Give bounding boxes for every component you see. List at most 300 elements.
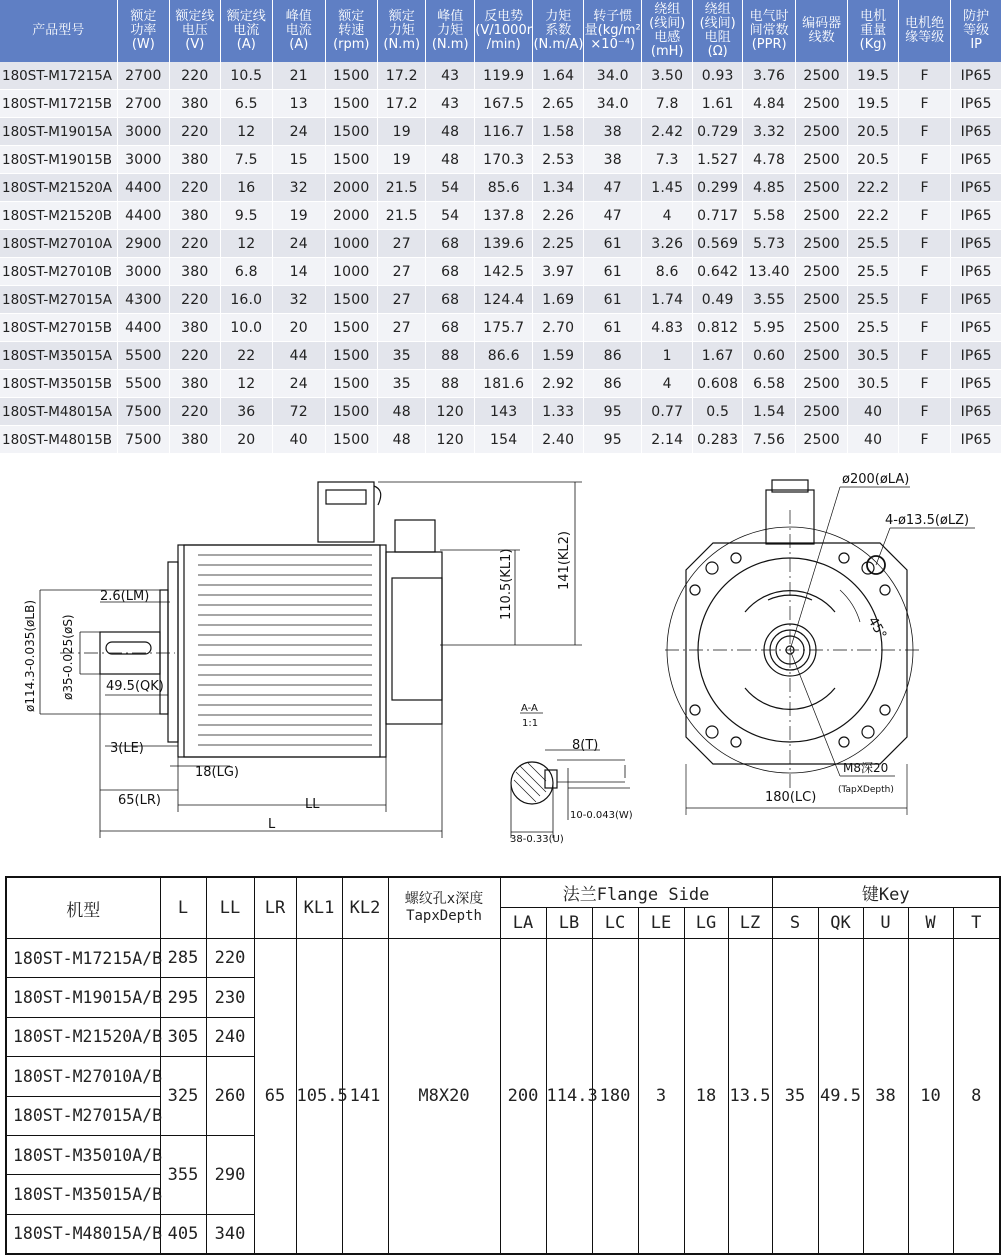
spec-cell: 22.2 [848, 174, 898, 202]
spec-cell: 380 [170, 146, 220, 174]
spec-cell: 0.569 [692, 230, 742, 258]
mount-hole [706, 726, 718, 738]
spec-cell: 3.55 [743, 286, 795, 314]
model-cell: 180ST-M35015B [0, 370, 117, 398]
dim-lb-label: ø114.3-0.035(øLB) [23, 599, 37, 712]
spec-header-cell: 产品型号 [0, 0, 117, 62]
spec-cell: F [898, 146, 950, 174]
spec-header-cell: 电机 重量 (Kg) [848, 0, 898, 62]
lz-cell: 13.5 [728, 939, 772, 1254]
w-cell: 10 [908, 939, 953, 1254]
spec-row [0, 370, 1002, 398]
spec-cell: IP65 [951, 90, 1002, 118]
header-key: 键Key [772, 877, 1000, 908]
tap-cell: M8X20 [388, 939, 500, 1254]
spec-cell: 1.45 [642, 174, 692, 202]
spec-cell: 4.78 [743, 146, 795, 174]
spec-cell: IP65 [951, 398, 1002, 426]
header-key-qk: QK [818, 908, 863, 939]
model-cell: 180ST-M48015A/B [6, 1214, 160, 1253]
spec-cell: 27 [378, 286, 426, 314]
spec-cell: 43 [426, 62, 474, 90]
spec-cell: 25.5 [848, 286, 898, 314]
spec-cell: 48 [378, 398, 426, 426]
spec-cell: 1500 [325, 370, 377, 398]
spec-cell: 1500 [325, 398, 377, 426]
spec-cell: 220 [170, 230, 220, 258]
spec-cell: 47 [583, 174, 642, 202]
spec-cell: 7.3 [642, 146, 692, 174]
spec-cell: 2.65 [533, 90, 583, 118]
model-cell: 180ST-M27010A/B [6, 1057, 160, 1096]
spec-cell: F [898, 90, 950, 118]
header-l: L [160, 877, 206, 939]
spec-cell: 119.9 [474, 62, 533, 90]
spec-cell: 43 [426, 90, 474, 118]
spec-cell: 220 [170, 398, 220, 426]
spec-cell: 38 [583, 118, 642, 146]
tap-label: M8深20 [843, 761, 889, 775]
spec-cell: 0.49 [692, 286, 742, 314]
model-cell: 180ST-M21520A/B [6, 1017, 160, 1056]
side-view [60, 482, 442, 757]
model-cell: 180ST-M35010A/B [6, 1135, 160, 1174]
spec-header-cell: 绕组 (线间) 电感 (mH) [642, 0, 692, 62]
spec-cell: 181.6 [474, 370, 533, 398]
spec-cell: 1.527 [692, 146, 742, 174]
spec-header-cell: 电气时 间常数 (PPR) [743, 0, 795, 62]
model-cell: 180ST-M21520B [0, 202, 117, 230]
spec-cell: 34.0 [583, 62, 642, 90]
spec-header-row [0, 0, 1002, 62]
spec-cell: 19 [378, 118, 426, 146]
spec-table-body [0, 62, 1002, 454]
header-model: 机型 [6, 877, 160, 939]
spec-cell: 61 [583, 258, 642, 286]
spec-cell: 5500 [117, 342, 169, 370]
spec-cell: 3000 [117, 258, 169, 286]
spec-cell: 13 [273, 90, 325, 118]
spec-cell: 1.33 [533, 398, 583, 426]
spec-cell: F [898, 370, 950, 398]
spec-cell: 10.0 [220, 314, 272, 342]
dim-u-label: 38-0.33(U) [510, 834, 564, 845]
spec-cell: 27 [378, 258, 426, 286]
header-ll: LL [206, 877, 254, 939]
l-cell: 405 [160, 1214, 206, 1253]
dim-ll-label: LL [305, 797, 320, 812]
spec-cell: 47 [583, 202, 642, 230]
spec-cell: 137.8 [474, 202, 533, 230]
spec-cell: 3.97 [533, 258, 583, 286]
header-key-u: U [863, 908, 908, 939]
model-cell: 180ST-M48015A [0, 398, 117, 426]
spec-cell: 54 [426, 202, 474, 230]
spec-row [0, 398, 1002, 426]
dim-qk-label: 49.5(QK) [106, 679, 164, 694]
spec-cell: 1.54 [743, 398, 795, 426]
spec-cell: 68 [426, 258, 474, 286]
u-cell: 38 [863, 939, 908, 1254]
spec-cell: 220 [170, 286, 220, 314]
spec-cell: 21 [273, 62, 325, 90]
spec-cell: 3.26 [642, 230, 692, 258]
spec-cell: 2.92 [533, 370, 583, 398]
header-flange: 法兰Flange Side [500, 877, 772, 908]
spec-cell: 86 [583, 370, 642, 398]
l-cell: 325 [160, 1057, 206, 1136]
header-kl1: KL1 [296, 877, 342, 939]
spec-row [0, 202, 1002, 230]
spec-cell: 88 [426, 370, 474, 398]
model-cell: 180ST-M27010A [0, 230, 117, 258]
spec-cell: F [898, 286, 950, 314]
spec-cell: 4 [642, 370, 692, 398]
spec-cell: 2500 [795, 202, 847, 230]
ll-cell: 260 [206, 1057, 254, 1136]
spec-table [0, 0, 1002, 454]
spec-row [0, 118, 1002, 146]
angle-label: 45° [864, 614, 890, 642]
spec-cell: 34.0 [583, 90, 642, 118]
spec-cell: 0.812 [692, 314, 742, 342]
spec-header-cell: 额定线 电流 (A) [220, 0, 272, 62]
spec-cell: 22 [220, 342, 272, 370]
spec-cell: 2000 [325, 202, 377, 230]
flange-pilot [160, 590, 168, 714]
spec-cell: IP65 [951, 426, 1002, 454]
spec-cell: 2500 [795, 286, 847, 314]
spec-cell: 0.608 [692, 370, 742, 398]
spec-cell: 7.8 [642, 90, 692, 118]
spec-cell: 68 [426, 286, 474, 314]
spec-header-cell: 额定 转速 (rpm) [325, 0, 377, 62]
header-flange-la: LA [500, 908, 546, 939]
spec-cell: 40 [273, 426, 325, 454]
spec-cell: 16.0 [220, 286, 272, 314]
model-cell: 180ST-M35015A/B [6, 1175, 160, 1214]
spec-cell: 4400 [117, 202, 169, 230]
spec-cell: 1500 [325, 342, 377, 370]
spec-cell: 25.5 [848, 314, 898, 342]
kl1-cell: 105.5 [296, 939, 342, 1254]
spec-cell: 27 [378, 230, 426, 258]
spec-cell: 20 [273, 314, 325, 342]
header-key-s: S [772, 908, 818, 939]
spec-cell: 116.7 [474, 118, 533, 146]
spec-cell: 38 [583, 146, 642, 174]
encoder-connector [395, 520, 435, 552]
spec-cell: 30.5 [848, 342, 898, 370]
side-dimensions [40, 482, 582, 838]
lc-cell: 180 [592, 939, 638, 1254]
spec-cell: 19 [273, 202, 325, 230]
spec-header-cell: 防护 等级 IP [951, 0, 1002, 62]
spec-cell: 167.5 [474, 90, 533, 118]
spec-cell: 0.60 [743, 342, 795, 370]
spec-cell: 2.14 [642, 426, 692, 454]
cooling-fins [198, 555, 372, 745]
spec-cell: 17.2 [378, 90, 426, 118]
model-cell: 180ST-M17215A [0, 62, 117, 90]
spec-cell: IP65 [951, 202, 1002, 230]
dim-lz-label: 4-ø13.5(øLZ) [885, 513, 970, 528]
header-flange-lc: LC [592, 908, 638, 939]
spec-cell: 36 [220, 398, 272, 426]
lb-cell: 114.3 [546, 939, 592, 1254]
spec-cell: 40 [848, 426, 898, 454]
spec-cell: 139.6 [474, 230, 533, 258]
spec-header-cell: 转子惯 量(kg/m² ×10⁻⁴) [583, 0, 642, 62]
spec-cell: 5.95 [743, 314, 795, 342]
spec-cell: 72 [273, 398, 325, 426]
spec-header-cell: 绕组 (线间) 电阻 (Ω) [692, 0, 742, 62]
ll-cell: 240 [206, 1017, 254, 1056]
spec-cell: 8.6 [642, 258, 692, 286]
model-cell: 180ST-M17215B [0, 90, 117, 118]
spec-cell: 2500 [795, 258, 847, 286]
spec-cell: 1500 [325, 426, 377, 454]
spec-cell: 3.32 [743, 118, 795, 146]
spec-row [0, 90, 1002, 118]
dim-s-label: ø35-0.025(øS) [61, 614, 75, 700]
spec-cell: F [898, 202, 950, 230]
spec-row [0, 258, 1002, 286]
spec-cell: IP65 [951, 286, 1002, 314]
header-key-w: W [908, 908, 953, 939]
spec-cell: 32 [273, 286, 325, 314]
spec-cell: 3.50 [642, 62, 692, 90]
spec-cell: 48 [426, 118, 474, 146]
spec-cell: 6.58 [743, 370, 795, 398]
spec-cell: 27 [378, 314, 426, 342]
spec-cell: 7.5 [220, 146, 272, 174]
header-flange-lb: LB [546, 908, 592, 939]
spec-cell: 2700 [117, 90, 169, 118]
spec-cell: F [898, 118, 950, 146]
spec-cell: 48 [378, 426, 426, 454]
dim-lm-label: 2.6(LM) [100, 589, 150, 604]
spec-cell: 2500 [795, 426, 847, 454]
spec-cell: 154 [474, 426, 533, 454]
spec-cell: 2.40 [533, 426, 583, 454]
spec-cell: 35 [378, 370, 426, 398]
spec-cell: 15 [273, 146, 325, 174]
spec-cell: 2500 [795, 146, 847, 174]
spec-header-cell: 反电势 (V/1000r /min) [474, 0, 533, 62]
spec-cell: 380 [170, 314, 220, 342]
spec-cell: 3.76 [743, 62, 795, 90]
front-view [665, 480, 975, 815]
ll-cell: 340 [206, 1214, 254, 1253]
spec-cell: 1500 [325, 62, 377, 90]
spec-cell: 0.642 [692, 258, 742, 286]
spec-cell: 9.5 [220, 202, 272, 230]
model-cell: 180ST-M21520A [0, 174, 117, 202]
dim-lr-label: 65(LR) [118, 793, 161, 808]
spec-cell: 95 [583, 426, 642, 454]
kl2-cell: 141 [342, 939, 388, 1254]
spec-cell: 0.729 [692, 118, 742, 146]
spec-cell: 6.5 [220, 90, 272, 118]
spec-cell: IP65 [951, 258, 1002, 286]
lg-cell: 18 [684, 939, 728, 1254]
dim-kl2-label: 141(KL2) [557, 531, 572, 590]
header-flange-lz: LZ [728, 908, 772, 939]
spec-cell: IP65 [951, 62, 1002, 90]
spec-cell: 380 [170, 258, 220, 286]
spec-cell: 2500 [795, 370, 847, 398]
spec-row [0, 230, 1002, 258]
spec-cell: 7500 [117, 426, 169, 454]
spec-cell: 2700 [117, 62, 169, 90]
spec-cell: 21.5 [378, 174, 426, 202]
spec-cell: IP65 [951, 342, 1002, 370]
section-title: A-A [521, 703, 538, 714]
spec-header-cell: 编码器 线数 [795, 0, 847, 62]
spec-cell: 25.5 [848, 230, 898, 258]
model-cell: 180ST-M27015B [0, 314, 117, 342]
spec-cell: 1.64 [533, 62, 583, 90]
spec-cell: 2500 [795, 62, 847, 90]
spec-cell: 2500 [795, 174, 847, 202]
spec-cell: 1.61 [692, 90, 742, 118]
spec-cell: 7.56 [743, 426, 795, 454]
dim-le-label: 3(LE) [110, 741, 144, 756]
spec-cell: 12 [220, 118, 272, 146]
l-cell: 355 [160, 1135, 206, 1214]
tap-en-label: (TapXDepth) [838, 785, 894, 795]
spec-cell: 120 [426, 398, 474, 426]
spec-cell: 1500 [325, 118, 377, 146]
spec-header-cell: 力矩 系数 (N.m/A) [533, 0, 583, 62]
qk-cell: 49.5 [818, 939, 863, 1254]
spec-cell: 380 [170, 370, 220, 398]
model-cell: 180ST-M19015B [0, 146, 117, 174]
spec-cell: 220 [170, 62, 220, 90]
spec-cell: 22.2 [848, 202, 898, 230]
spec-cell: F [898, 174, 950, 202]
mount-hole [862, 726, 874, 738]
technical-drawing [0, 450, 1002, 860]
spec-cell: 12 [220, 370, 272, 398]
spec-cell: 25.5 [848, 258, 898, 286]
model-cell: 180ST-M27010B [0, 258, 117, 286]
spec-cell: 2.26 [533, 202, 583, 230]
t-cell: 8 [953, 939, 1000, 1254]
spec-cell: 1.59 [533, 342, 583, 370]
spec-header-cell: 额定 力矩 (N.m) [378, 0, 426, 62]
spec-cell: 17.2 [378, 62, 426, 90]
header-tap: 螺纹孔x深度 TapxDepth [388, 877, 500, 939]
spec-header-cell: 峰值 力矩 (N.m) [426, 0, 474, 62]
model-cell: 180ST-M19015A [0, 118, 117, 146]
spec-cell: 4 [642, 202, 692, 230]
spec-cell: 3000 [117, 118, 169, 146]
dim-w-label: 10-0.043(W) [570, 810, 633, 821]
shaft-key [106, 642, 151, 654]
spec-cell: IP65 [951, 174, 1002, 202]
spec-cell: 0.283 [692, 426, 742, 454]
spec-cell: IP65 [951, 146, 1002, 174]
ll-cell: 230 [206, 978, 254, 1017]
spec-cell: 175.7 [474, 314, 533, 342]
spec-cell: 54 [426, 174, 474, 202]
spec-cell: 4400 [117, 174, 169, 202]
dim-t-label: 8(T) [572, 738, 599, 753]
spec-cell: 19 [378, 146, 426, 174]
spec-row [0, 146, 1002, 174]
spec-cell: 143 [474, 398, 533, 426]
spec-cell: 68 [426, 314, 474, 342]
model-cell: 180ST-M35015A [0, 342, 117, 370]
spec-cell: 1500 [325, 146, 377, 174]
spec-cell: 380 [170, 426, 220, 454]
ll-cell: 290 [206, 1135, 254, 1214]
dim-kl1-label: 110.5(KL1) [499, 548, 514, 620]
encoder-inner [392, 578, 442, 700]
spec-cell: F [898, 342, 950, 370]
spec-cell: 44 [273, 342, 325, 370]
header-lr: LR [254, 877, 296, 939]
spec-cell: 61 [583, 314, 642, 342]
spec-cell: 24 [273, 230, 325, 258]
spec-cell: 1500 [325, 286, 377, 314]
spec-cell: 3000 [117, 146, 169, 174]
spec-cell: 5.58 [743, 202, 795, 230]
header-key-t: T [953, 908, 1000, 939]
spec-cell: 5.73 [743, 230, 795, 258]
header-flange-lg: LG [684, 908, 728, 939]
spec-cell: 1.67 [692, 342, 742, 370]
spec-cell: F [898, 314, 950, 342]
spec-cell: F [898, 230, 950, 258]
model-cell: 180ST-M17215A/B [6, 939, 160, 978]
spec-cell: 1.58 [533, 118, 583, 146]
spec-cell: 2000 [325, 174, 377, 202]
spec-cell: IP65 [951, 314, 1002, 342]
model-cell: 180ST-M27015A/B [6, 1096, 160, 1135]
spec-cell: F [898, 398, 950, 426]
spec-cell: 4.85 [743, 174, 795, 202]
spec-cell: 2.42 [642, 118, 692, 146]
spec-cell: 0.717 [692, 202, 742, 230]
dim-lg-label: 18(LG) [195, 765, 240, 780]
spec-cell: 12 [220, 230, 272, 258]
spec-cell: 1 [642, 342, 692, 370]
spec-cell: 0.5 [692, 398, 742, 426]
header-kl2: KL2 [342, 877, 388, 939]
spec-table-header [0, 0, 1002, 62]
spec-cell: 24 [273, 370, 325, 398]
spec-cell: 0.299 [692, 174, 742, 202]
spec-cell: 24 [273, 118, 325, 146]
mount-hole [706, 562, 718, 574]
spec-row [0, 286, 1002, 314]
spec-cell: 48 [426, 146, 474, 174]
spec-cell: 142.5 [474, 258, 533, 286]
ll-cell: 220 [206, 939, 254, 978]
spec-cell: 0.93 [692, 62, 742, 90]
spec-cell: 380 [170, 202, 220, 230]
s-cell: 35 [772, 939, 818, 1254]
spec-cell: 21.5 [378, 202, 426, 230]
spec-cell: 2500 [795, 118, 847, 146]
spec-cell: 4300 [117, 286, 169, 314]
spec-cell: 61 [583, 286, 642, 314]
section-scale: 1:1 [522, 718, 539, 729]
spec-cell: 1.34 [533, 174, 583, 202]
